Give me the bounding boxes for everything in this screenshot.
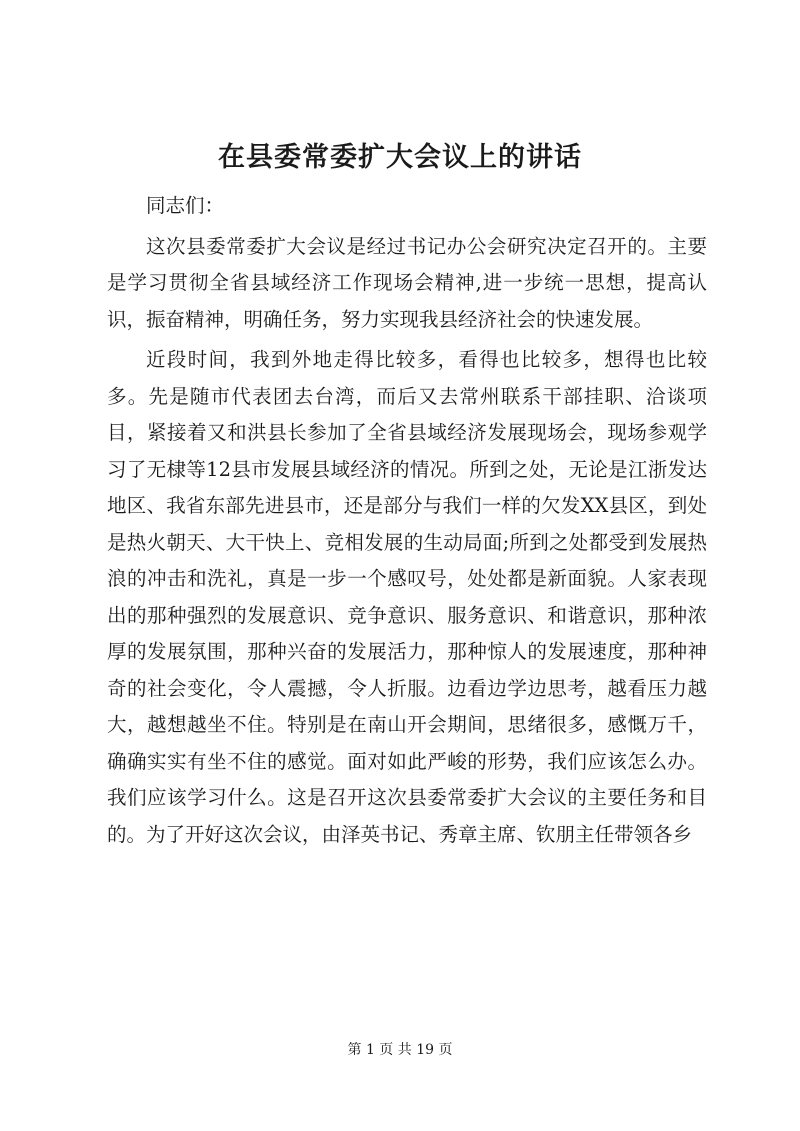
page-number-footer: 第 1 页 共 19 页 [347,1042,453,1058]
document-title: 在县委常委扩大会议上的讲话 [218,142,582,173]
document-body [107,188,707,857]
salutation: 同志们： [146,194,225,217]
paragraph: 近段时间，我到外地走得比较多，看得也比较多，想得也比较多。先是随市代表团去台湾，而后又去常州联系干部挂职、洽谈项目，紧接着又和洪县长参加了全省县域经济发展现场会，现场参观学习了无棣等12县市发展县域经济的情况。所到之处，无论是江浙发达地区、我省东部先进县市，还是部分与我们一样的欠发XX县区，到处是热火朝天、大干快上、竞相发展的生动局面;所到之处都受到发展热浪的冲击和洗礼，真是一步一个感叹号，处处都是新面貌。人家表现出的那种强烈的发展意识、竞争意识、服务意识、和谐意识，那种浓厚的发展氛围，那种兴奋的发展活力，那种惊人的发展速度，那种神奇的社会变化，令人震撼，令人折服。边看边学边思考，越看压力越大，越想越坐不住。特别是在南山开会期间，思绪很多，感慨万千，确确实实有坐不住的感觉。面对如此严峻的形势，我们应该怎么办。我们应该学习什么。这是召开这次县委常委扩大会议的主要任务和目的。为了开好这次会议，由泽英书记、秀章主席、钦朋主任带领各乡 [107,348,707,846]
paragraph: 这次县委常委扩大会议是经过书记办公会研究决定召开的。主要是学习贯彻全省县域经济工作现场会精神,进一步统一思想，提高认识，振奋精神，明确任务，努力实现我县经济社会的快速发展。 [107,234,707,331]
